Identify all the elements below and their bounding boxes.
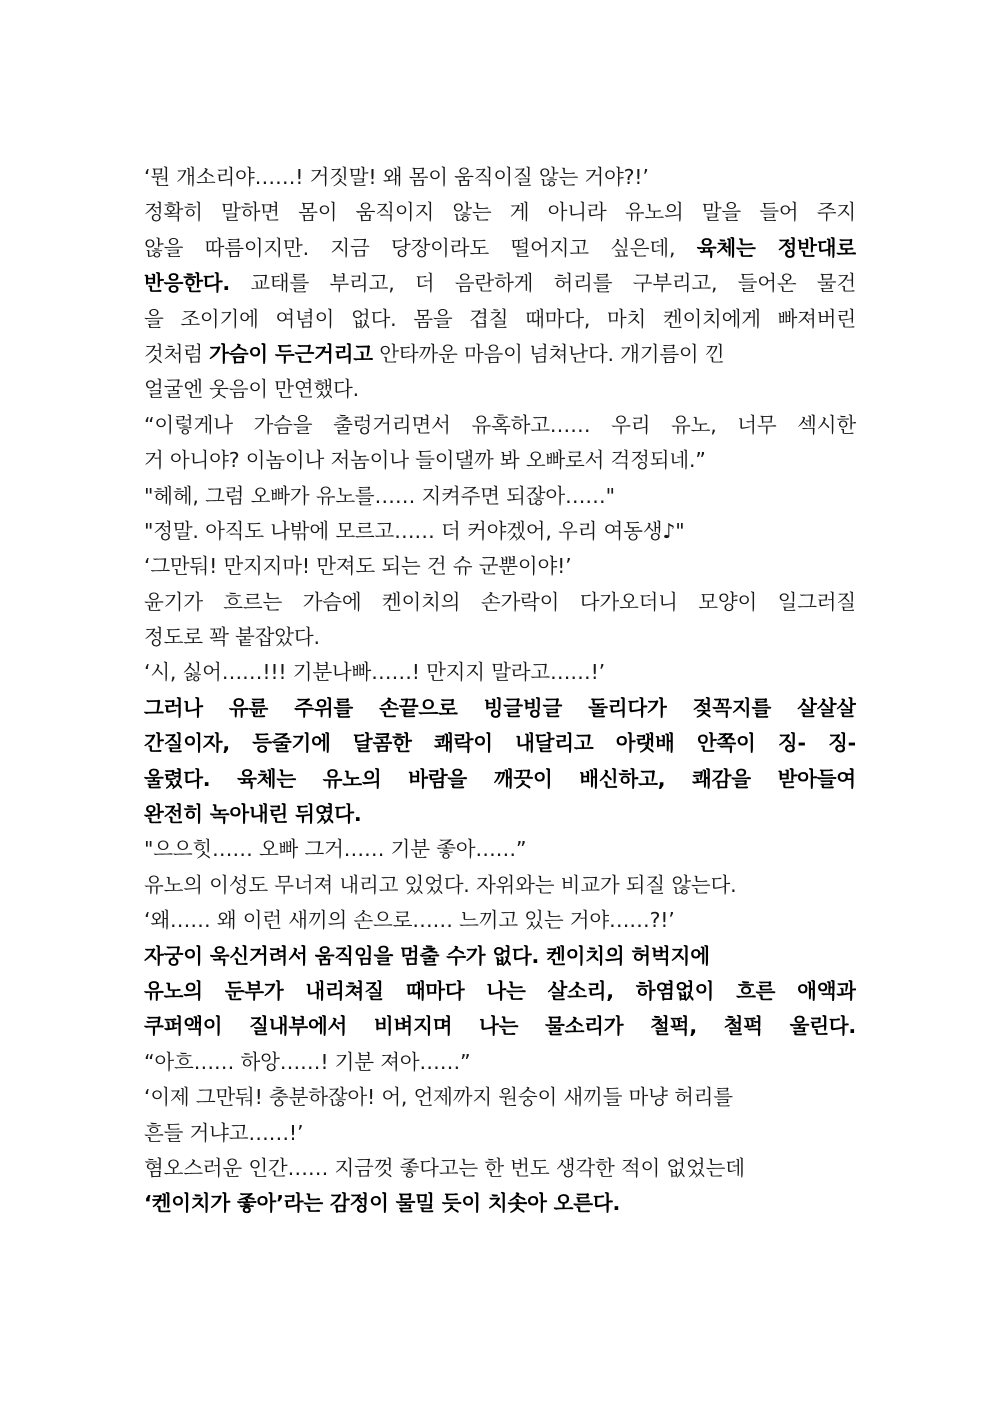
text-line <box>144 832 856 867</box>
text-segment: ‘이제 그만둬! 충분하잖아! 어, 언제까지 원숭이 새끼들 마냥 허리를 <box>144 1085 733 1110</box>
text-segment: ‘왜…… 왜 이런 새끼의 손으로…… 느끼고 있는 거야……?!’ <box>144 908 675 933</box>
text-segment: "으으힛…… 오빠 그거…… 기분 좋아……” <box>144 837 527 862</box>
text-line <box>144 655 856 690</box>
text-line <box>144 762 856 797</box>
text-line <box>144 266 856 301</box>
text-line <box>144 337 856 372</box>
text-line <box>144 231 856 266</box>
bold-text: 유노의 둔부가 내리쳐질 때마다 나는 살소리, 하염없이 흐른 애액과 <box>144 978 856 1003</box>
text-segment: 교태를 부리고, 더 음란하게 허리를 구부리고, 들어온 물건 <box>230 271 856 296</box>
text-segment: 거 아니야? 이놈이나 저놈이나 들이댈까 봐 오빠로서 걱정되네.” <box>144 448 706 473</box>
text-segment: "헤헤, 그럼 오빠가 유노를…… 지켜주면 되잖아……" <box>144 483 615 508</box>
text-segment: 안타까운 마음이 넘쳐난다. 개기름이 낀 <box>372 341 725 366</box>
text-segment: ‘뭔 개소리야……! 거짓말! 왜 몸이 움직이질 않는 거야?!’ <box>144 165 649 189</box>
text-segment: ‘그만둬! 만지지마! 만져도 되는 건 슈 군뿐이야!’ <box>144 554 572 579</box>
bold-text: 반응한다. <box>144 271 230 296</box>
text-segment: “이렇게나 가슴을 출렁거리면서 유혹하고…… 우리 유노, 너무 섹시한 <box>144 412 856 437</box>
bold-text: 그러나 유륜 주위를 손끝으로 빙글빙글 돌리다가 젖꼭지를 살살살 <box>144 695 856 720</box>
text-segment: 얼굴엔 웃음이 만연했다. <box>144 377 359 402</box>
text-segment: 정확히 말하면 몸이 움직이지 않는 게 아니라 유노의 말을 들어 주지 <box>144 200 856 225</box>
text-line <box>144 302 856 337</box>
text-line <box>144 585 856 620</box>
text-line <box>144 1116 856 1151</box>
text-line <box>144 1080 856 1115</box>
text-line <box>144 1186 856 1221</box>
text-line <box>144 514 856 549</box>
text-segment: 것처럼 <box>144 341 210 366</box>
text-line <box>144 868 856 903</box>
text-line <box>144 620 856 655</box>
text-segment: 혐오스러운 인간…… 지금껏 좋다고는 한 번도 생각한 적이 없었는데 <box>144 1155 745 1180</box>
text-segment: “아흐…… 하앙……! 기분 져아……” <box>144 1049 471 1074</box>
bold-text: ‘켄이치가 좋아’라는 감정이 물밀 듯이 치솟아 오른다. <box>144 1191 621 1216</box>
text-segment: "정말. 아직도 나밖에 모르고…… 더 커야겠어, 우리 여동생♪" <box>144 518 685 543</box>
text-segment: 정도로 꽉 붙잡았다. <box>144 625 320 650</box>
text-line <box>144 549 856 584</box>
text-line <box>144 726 856 761</box>
text-line <box>144 160 856 195</box>
body-text <box>144 160 856 1222</box>
text-line <box>144 195 856 230</box>
bold-text: 육체는 정반대로 <box>696 235 856 260</box>
text-line <box>144 1045 856 1080</box>
text-line <box>144 479 856 514</box>
text-segment: ‘시, 싫어……!!! 기분나빠……! 만지지 말라고……!’ <box>144 660 605 685</box>
text-segment: 을 조이기에 여념이 없다. 몸을 겹칠 때마다, 마치 켄이치에게 빠져버린 <box>144 306 856 331</box>
text-line <box>144 903 856 938</box>
bold-text: 자궁이 욱신거려서 움직임을 멈출 수가 없다. 켄이치의 허벅지에 <box>144 943 710 968</box>
text-line <box>144 443 856 478</box>
bold-text: 울렸다. 육체는 유노의 바람을 깨끗이 배신하고, 쾌감을 받아들여 <box>144 766 856 791</box>
text-line <box>144 939 856 974</box>
text-line <box>144 372 856 407</box>
text-segment: 않을 따름이지만. 지금 당장이라도 떨어지고 싶은데, <box>144 235 697 260</box>
text-line <box>144 408 856 443</box>
text-line <box>144 1151 856 1186</box>
text-segment: 유노의 이성도 무너져 내리고 있었다. 자위와는 비교가 되질 않는다. <box>144 872 737 897</box>
text-line <box>144 797 856 832</box>
text-line <box>144 974 856 1009</box>
text-line <box>144 691 856 726</box>
text-line <box>144 1009 856 1044</box>
bold-text: 가슴이 두근거리고 <box>209 341 373 366</box>
bold-text: 완전히 녹아내린 뒤였다. <box>144 802 362 827</box>
bold-text: 간질이자, 등줄기에 달콤한 쾌락이 내달리고 아랫배 안쪽이 징- 징- <box>144 731 856 756</box>
text-segment: 흔들 거냐고……!’ <box>144 1120 304 1145</box>
bold-text: 쿠퍼액이 질내부에서 비벼지며 나는 물소리가 철퍽, 철퍽 울린다. <box>144 1014 856 1039</box>
text-segment: 윤기가 흐르는 가슴에 켄이치의 손가락이 다가오더니 모양이 일그러질 <box>144 589 856 614</box>
